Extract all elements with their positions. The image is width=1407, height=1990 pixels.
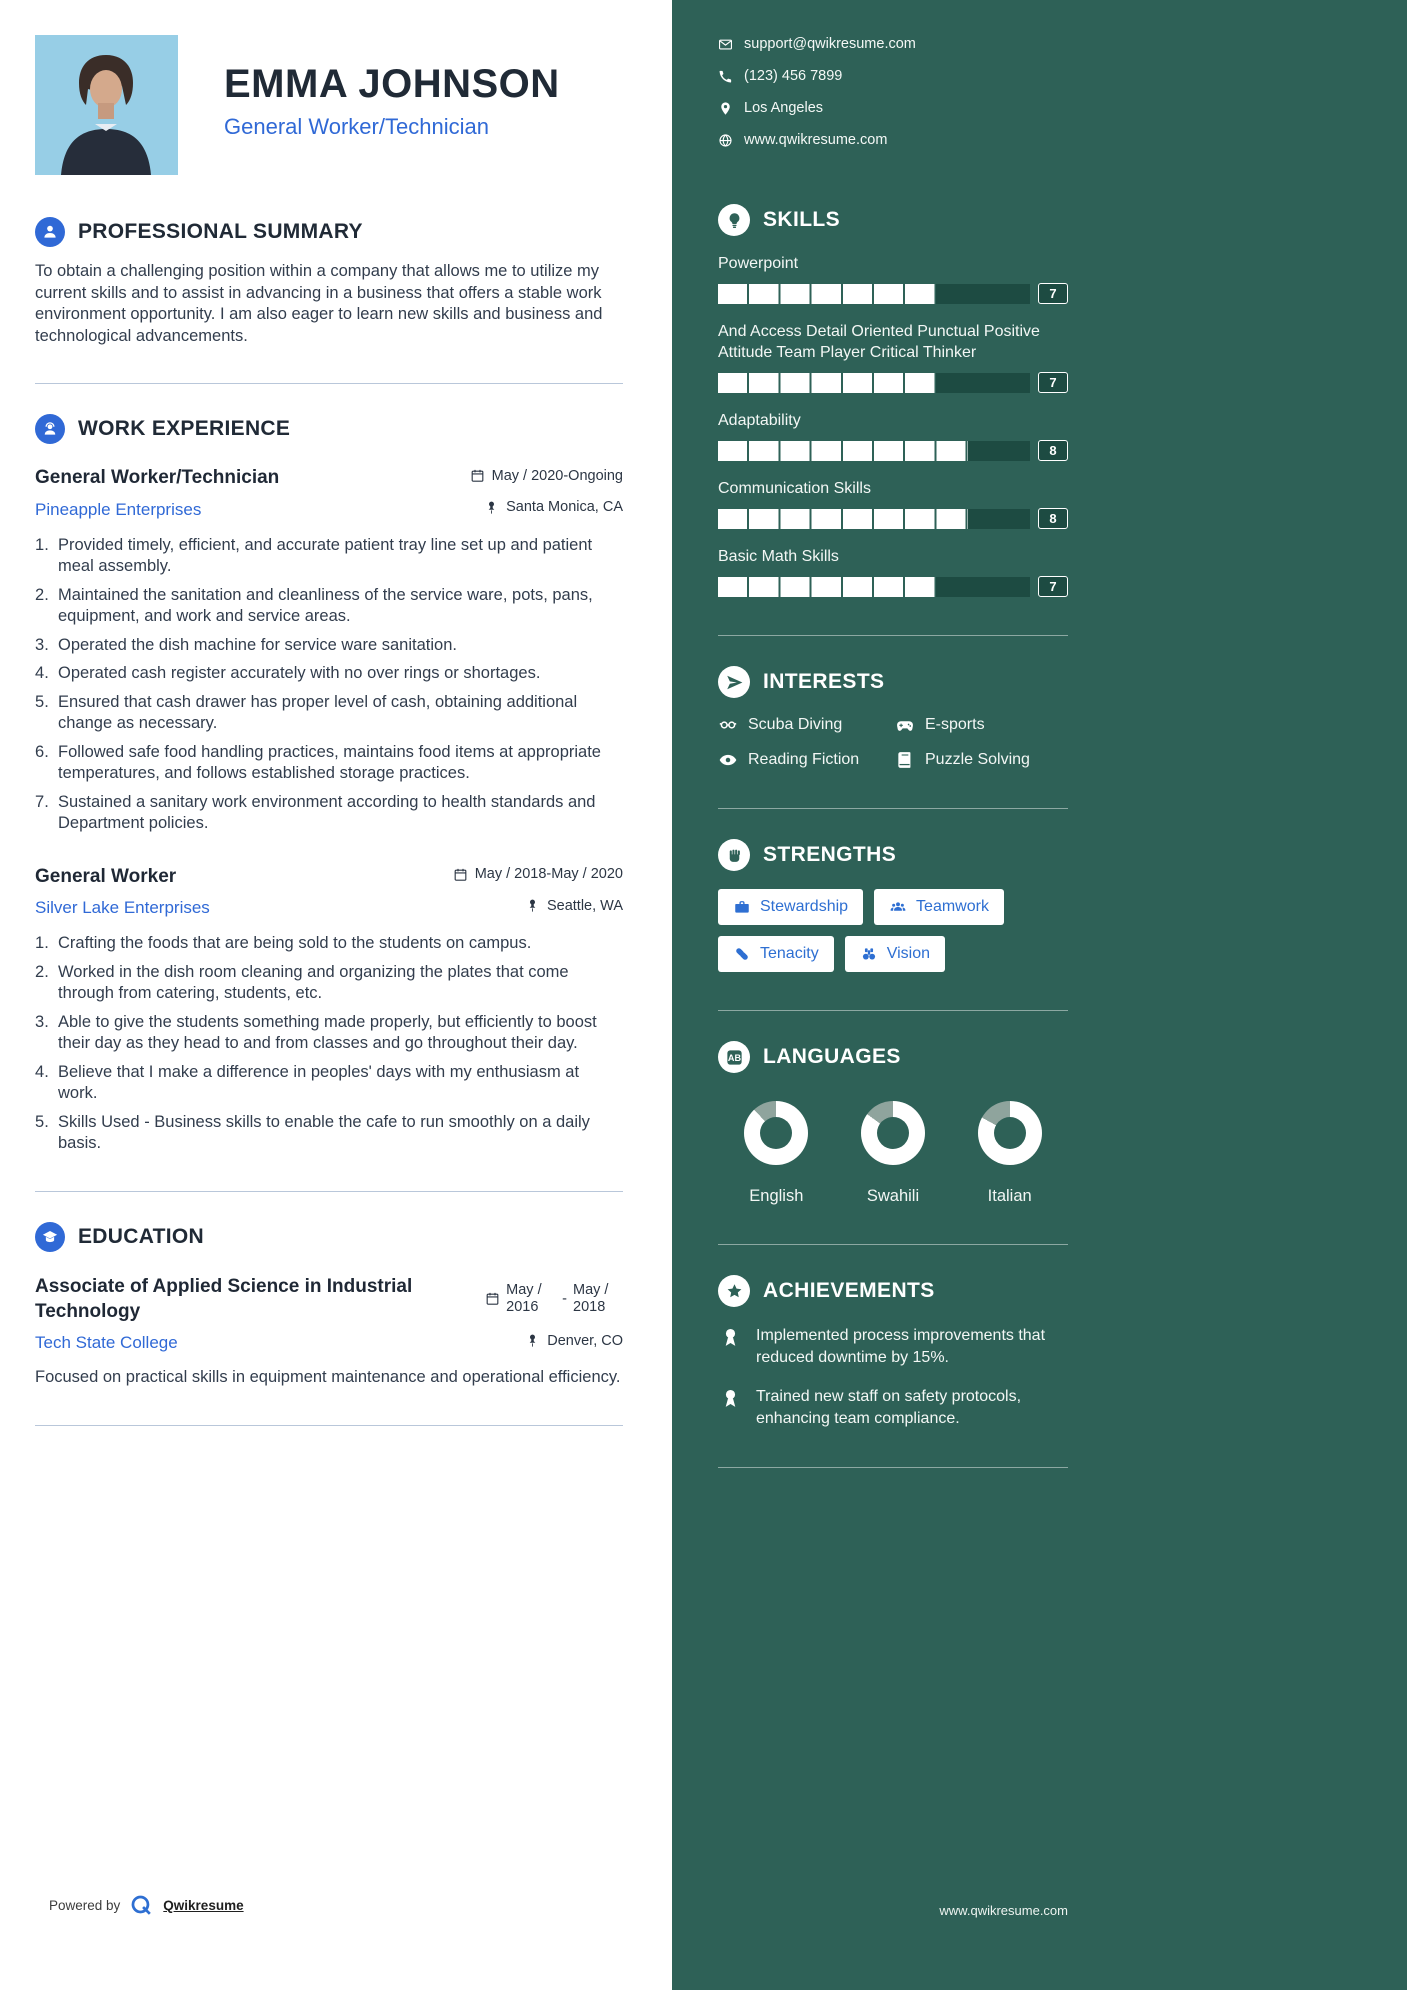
strength-label: Vision <box>886 945 930 962</box>
headset-person-icon <box>35 414 65 444</box>
summary-section <box>35 217 623 347</box>
binoculars-icon <box>860 945 878 963</box>
person-job-title: General Worker/Technician <box>224 114 489 139</box>
chain-link-icon <box>733 945 751 963</box>
company-link[interactable]: Silver Lake Enterprises <box>35 898 210 917</box>
qwikresume-logo-icon <box>129 1893 154 1918</box>
phone-icon <box>718 69 733 84</box>
map-marker-icon <box>718 101 733 116</box>
job-bullets <box>35 933 623 1155</box>
education-heading: EDUCATION <box>78 1224 204 1248</box>
skill-item <box>718 321 1068 393</box>
job-bullet: Worked in the dish room cleaning and organizing the plates that come through from catering, students, etc. <box>58 962 569 1002</box>
language-label: Swahili <box>866 1187 920 1205</box>
interest-item <box>718 715 895 735</box>
calendar-icon <box>470 468 485 483</box>
job-date-text: May / 2018-May / 2020 <box>474 866 623 882</box>
skill-bar <box>718 441 1030 461</box>
skill-bar <box>718 373 1030 393</box>
graduation-cap-icon <box>35 1222 65 1252</box>
website-link[interactable]: www.qwikresume.com <box>744 132 888 148</box>
divider <box>718 635 1068 636</box>
achievements-section <box>718 1275 1068 1429</box>
interest-label: Scuba Diving <box>748 716 843 733</box>
job-bullet: Sustained a sanitary work environment according to health standards and Department policies. <box>58 792 596 832</box>
skills-section <box>718 204 1068 597</box>
skill-item <box>718 478 1068 529</box>
skill-value-badge: 7 <box>1038 576 1068 597</box>
paper-plane-icon <box>718 666 750 698</box>
language-donut-chart <box>978 1101 1042 1165</box>
skill-label: Powerpoint <box>718 255 799 272</box>
svg-text:AB: AB <box>727 1052 741 1063</box>
language-donut-chart <box>744 1101 808 1165</box>
education-date <box>485 1274 623 1324</box>
strength-chip <box>845 936 945 972</box>
skill-value-badge: 8 <box>1038 440 1068 461</box>
resume-sidebar <box>672 0 1407 1990</box>
divider <box>718 1244 1068 1245</box>
contact-block <box>718 36 1068 148</box>
profile-photo <box>35 35 178 175</box>
star-icon <box>718 1275 750 1307</box>
degree-title: Associate of Applied Science in Industrial Technology <box>35 1275 413 1322</box>
school-link[interactable]: Tech State College <box>35 1333 178 1352</box>
skill-bar <box>718 509 1030 529</box>
qwikresume-brand-link[interactable]: Qwikresume <box>163 1898 244 1913</box>
interest-label: Puzzle Solving <box>925 751 1030 768</box>
education-date-from: May / 2016 <box>506 1281 542 1315</box>
skill-value-badge: 7 <box>1038 283 1068 304</box>
footer-left <box>49 1893 244 1918</box>
person-name: EMMA JOHNSON <box>224 62 560 106</box>
summary-heading: PROFESSIONAL SUMMARY <box>78 220 363 243</box>
strength-label: Tenacity <box>760 945 819 962</box>
job-bullet: Followed safe food handling practices, maintains food items at appropriate temperatures, and follows established storage practices. <box>58 742 601 782</box>
job-bullet: Crafting the foods that are being sold to the students on campus. <box>58 934 532 952</box>
achievements-heading: ACHIEVEMENTS <box>763 1279 935 1302</box>
strength-label: Teamwork <box>916 898 989 915</box>
powered-by-label: Powered by <box>49 1898 121 1913</box>
strength-chip <box>718 936 834 972</box>
pushpin-icon <box>525 1333 540 1348</box>
education-location-text: Denver, CO <box>547 1332 623 1349</box>
interests-heading: INTERESTS <box>763 670 885 693</box>
divider <box>35 1425 623 1426</box>
language-donut-chart <box>861 1101 925 1165</box>
job-bullet: Operated the dish machine for service ware sanitation. <box>58 635 457 654</box>
skill-value-badge: 8 <box>1038 508 1068 529</box>
email-link[interactable]: support@qwikresume.com <box>744 36 916 52</box>
skill-label: Basic Math Skills <box>718 548 839 565</box>
language-label: English <box>749 1187 804 1205</box>
job-bullet: Skills Used - Business skills to enable the cafe to run smoothly on a daily basis. <box>58 1112 590 1152</box>
strength-chip <box>718 889 863 925</box>
skills-heading: SKILLS <box>763 208 841 231</box>
job-bullet: Maintained the sanitation and cleanliness of the service ware, pots, pans, equipment, and work and service areas. <box>58 585 593 625</box>
award-medal-icon <box>718 1325 743 1368</box>
strengths-heading: STRENGTHS <box>763 843 897 866</box>
location-text: Los Angeles <box>744 100 824 116</box>
name-block <box>224 35 560 140</box>
game-controller-icon <box>895 715 915 735</box>
contact-website <box>718 132 1068 148</box>
briefcase-icon <box>733 898 751 916</box>
language-label: Italian <box>987 1187 1032 1205</box>
interest-item <box>718 750 895 770</box>
job-date-text: May / 2020-Ongoing <box>491 467 623 484</box>
job-bullet: Provided timely, efficient, and accurate patient tray line set up and patient meal assembly. <box>58 535 593 575</box>
interest-item <box>895 750 1068 770</box>
contact-location <box>718 100 1068 116</box>
strength-label: Stewardship <box>760 898 849 915</box>
skill-label: And Access Detail Oriented Punctual Positive Attitude Team Player Critical Thinker <box>718 323 1040 361</box>
languages-section <box>718 1041 1068 1206</box>
education-date-separator: - <box>562 1290 567 1307</box>
experience-heading: WORK EXPERIENCE <box>78 417 291 440</box>
globe-icon <box>718 133 733 148</box>
pushpin-icon <box>525 898 540 913</box>
strengths-section <box>718 839 1068 972</box>
job-date <box>453 866 623 882</box>
interest-label: E-sports <box>925 716 985 733</box>
job-bullets <box>35 535 623 835</box>
strength-chip <box>874 889 1004 925</box>
achievement-item <box>718 1325 1068 1368</box>
divider <box>718 1010 1068 1011</box>
interest-label: Reading Fiction <box>748 751 860 768</box>
skill-value-badge: 7 <box>1038 372 1068 393</box>
email-icon <box>718 37 733 52</box>
skill-label: Communication Skills <box>718 480 871 497</box>
translate-icon <box>718 1041 750 1073</box>
experience-section <box>35 414 623 1155</box>
resume-left-column <box>0 0 672 1990</box>
interests-section <box>718 666 1068 770</box>
job-bullet: Ensured that cash drawer has proper level of cash, obtaining additional change as necessary. <box>58 692 578 732</box>
notebook-icon <box>895 750 915 770</box>
award-medal-icon <box>718 1386 743 1429</box>
job-location <box>484 499 623 515</box>
achievement-item <box>718 1386 1068 1429</box>
contact-email <box>718 36 1068 52</box>
skill-item <box>718 546 1068 597</box>
fist-icon <box>718 839 750 871</box>
job-title: General Worker/Technician <box>35 467 280 488</box>
interest-item <box>895 715 1068 735</box>
scuba-goggles-icon <box>718 715 738 735</box>
calendar-icon <box>453 867 468 882</box>
languages-heading: LANGUAGES <box>763 1045 901 1068</box>
calendar-icon <box>485 1291 500 1306</box>
phone-text: (123) 456 7899 <box>744 68 843 84</box>
pushpin-icon <box>484 500 499 515</box>
job-title: General Worker <box>35 865 177 887</box>
job-location <box>525 898 623 914</box>
language-item <box>951 1101 1068 1206</box>
education-section <box>35 1222 623 1389</box>
job-bullet: Able to give the students something made properly, but efficiently to boost their day as they head to and from classes and go throughout their day. <box>58 1012 597 1052</box>
person-icon <box>35 217 65 247</box>
divider <box>718 808 1068 809</box>
resume-header <box>35 35 623 175</box>
achievement-text: Implemented process improvements that reduced downtime by 15%. <box>756 1327 1046 1366</box>
education-date-to: May / 2018 <box>573 1281 609 1315</box>
education-location <box>525 1333 623 1349</box>
job-bullet: Operated cash register accurately with no over rings or shortages. <box>58 664 541 682</box>
skill-item <box>718 253 1068 304</box>
summary-text: To obtain a challenging position within a company that allows me to utilize my current skills and to assist in advancing in a business that offers a stable work environment opportunity. I am also eager to learn new skills and business and technological advancements. <box>35 262 603 345</box>
divider <box>35 383 623 384</box>
job-date <box>470 468 623 484</box>
skill-bar <box>718 577 1030 597</box>
language-item <box>718 1101 835 1206</box>
team-icon <box>889 898 907 916</box>
footer-website-link[interactable]: www.qwikresume.com <box>939 1903 1068 1918</box>
skill-item <box>718 410 1068 461</box>
job-location-text: Seattle, WA <box>546 897 623 914</box>
divider <box>35 1191 623 1192</box>
achievement-text: Trained new staff on safety protocols, enhancing team compliance. <box>756 1388 1022 1427</box>
education-description: Focused on practical skills in equipment maintenance and operational efficiency. <box>35 1368 621 1386</box>
language-item <box>835 1101 952 1206</box>
job-location-text: Santa Monica, CA <box>506 499 623 515</box>
job-entry <box>35 865 623 1155</box>
company-link[interactable]: Pineapple Enterprises <box>35 499 202 519</box>
skill-label: Adaptability <box>718 412 801 429</box>
eye-icon <box>718 750 738 770</box>
job-bullet: Believe that I make a difference in peoples' days with my enthusiasm at work. <box>58 1062 580 1102</box>
lightbulb-icon <box>718 204 750 236</box>
job-entry <box>35 466 623 835</box>
contact-phone <box>718 68 1068 84</box>
skill-bar <box>718 284 1030 304</box>
divider <box>718 1467 1068 1468</box>
